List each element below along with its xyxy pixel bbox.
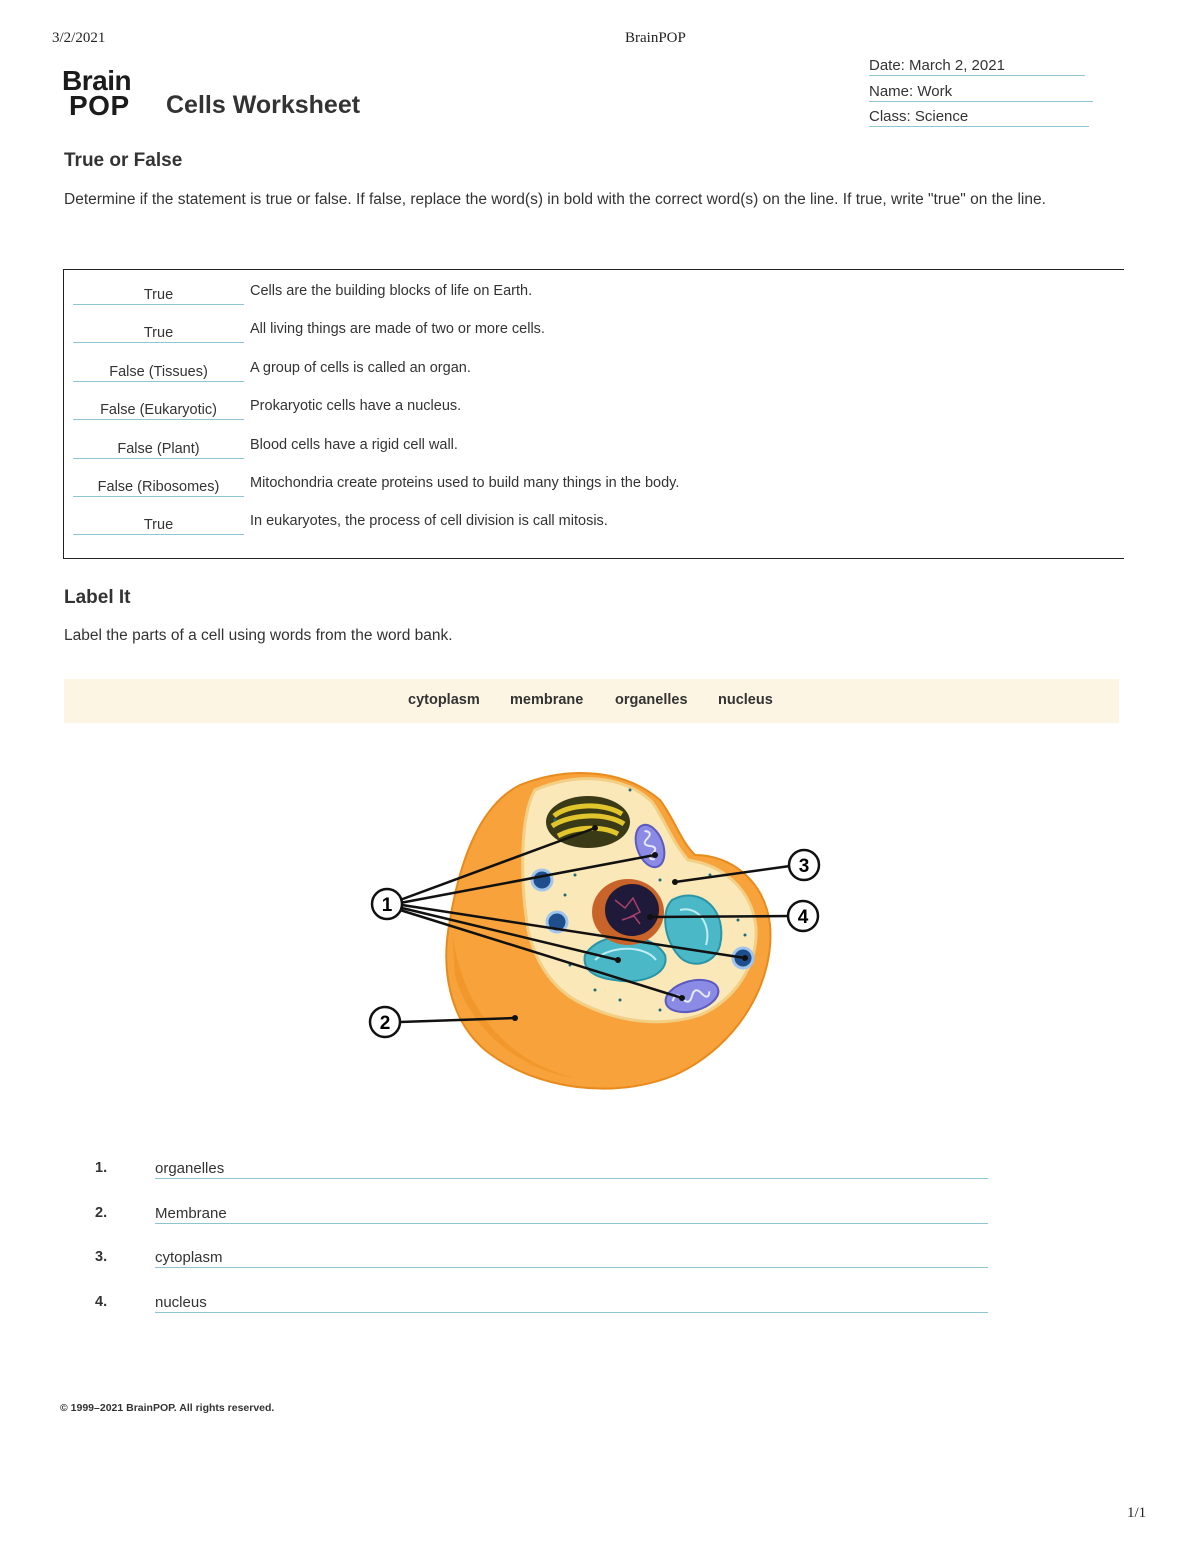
worksheet-title: Cells Worksheet xyxy=(166,91,361,119)
tf-row xyxy=(64,398,1119,424)
label-it-heading: Label It xyxy=(64,587,131,608)
tf-row xyxy=(64,321,1119,347)
print-date: 3/2/2021 xyxy=(52,30,106,46)
callout-2 xyxy=(370,1007,400,1037)
tf-answer[interactable]: True xyxy=(73,517,244,535)
tf-row xyxy=(64,283,1119,309)
print-site-title: BrainPOP xyxy=(625,30,686,46)
callout-4 xyxy=(788,901,818,931)
tf-statement: Mitochondria create proteins used to build many things in the body. xyxy=(250,475,680,491)
date-label: Date: xyxy=(869,57,905,74)
brainpop-logo xyxy=(62,65,132,121)
page-number: 1/1 xyxy=(1127,1505,1147,1521)
answer-field-2[interactable]: Membrane xyxy=(155,1205,988,1224)
answer-field-1[interactable]: organelles xyxy=(155,1160,988,1179)
true-false-instructions: Determine if the statement is true or false. If false, replace the word(s) in bold with the correct word(s) on the line. If true, write "true" on the line. xyxy=(64,191,1046,208)
date-value: March 2, 2021 xyxy=(909,57,1005,74)
tf-answer[interactable]: False (Ribosomes) xyxy=(73,479,244,497)
callout-3 xyxy=(789,850,819,880)
tf-answer[interactable]: False (Tissues) xyxy=(73,364,244,382)
callout-3-text: 3 xyxy=(798,856,810,877)
name-label: Name: xyxy=(869,83,914,100)
class-field xyxy=(869,108,1089,127)
class-label: Class: xyxy=(869,108,911,125)
logo-line-2: POP xyxy=(69,90,130,121)
answer-number: 2. xyxy=(95,1205,108,1221)
answer-field-4[interactable]: nucleus xyxy=(155,1294,988,1313)
tf-statement: All living things are made of two or more cells. xyxy=(250,321,545,337)
tf-statement: A group of cells is called an organ. xyxy=(250,360,471,376)
tf-row xyxy=(64,360,1119,386)
class-value: Science xyxy=(914,108,969,125)
answer-number: 4. xyxy=(95,1294,108,1310)
true-false-heading: True or False xyxy=(64,150,183,171)
callout-4-text: 4 xyxy=(797,907,809,928)
copyright-footer: © 1999–2021 BrainPOP. All rights reserved. xyxy=(60,1402,275,1414)
tf-answer[interactable]: False (Eukaryotic) xyxy=(73,402,244,420)
word-bank xyxy=(64,679,1119,723)
word-bank-item: membrane xyxy=(510,692,584,708)
true-false-table xyxy=(63,269,1124,559)
tf-statement: Cells are the building blocks of life on Earth. xyxy=(250,283,533,299)
tf-statement: Prokaryotic cells have a nucleus. xyxy=(250,398,462,414)
word-bank-item: organelles xyxy=(615,692,688,708)
callout-2-text: 2 xyxy=(379,1013,391,1034)
label-it-instructions: Label the parts of a cell using words from the word bank. xyxy=(64,627,453,644)
tf-statement: Blood cells have a rigid cell wall. xyxy=(250,437,458,453)
tf-statement: In eukaryotes, the process of cell division is call mitosis. xyxy=(250,513,608,529)
tf-row xyxy=(64,437,1119,463)
tf-answer[interactable]: True xyxy=(73,287,244,305)
tf-answer[interactable]: True xyxy=(73,325,244,343)
tf-row xyxy=(64,513,1119,539)
tf-row xyxy=(64,475,1119,501)
date-field xyxy=(869,57,1085,76)
callout-1 xyxy=(372,889,402,919)
answer-field-3[interactable]: cytoplasm xyxy=(155,1249,988,1268)
answer-number: 1. xyxy=(95,1160,108,1176)
word-bank-item: cytoplasm xyxy=(408,692,480,708)
word-bank-item: nucleus xyxy=(718,692,773,708)
name-value: Work xyxy=(917,83,953,100)
answer-number: 3. xyxy=(95,1249,108,1265)
name-field xyxy=(869,83,1093,102)
tf-answer[interactable]: False (Plant) xyxy=(73,441,244,459)
animal-cell-diagram xyxy=(360,760,840,1100)
logo-line-1: Brain xyxy=(62,65,132,96)
callout-1-text: 1 xyxy=(381,895,393,916)
